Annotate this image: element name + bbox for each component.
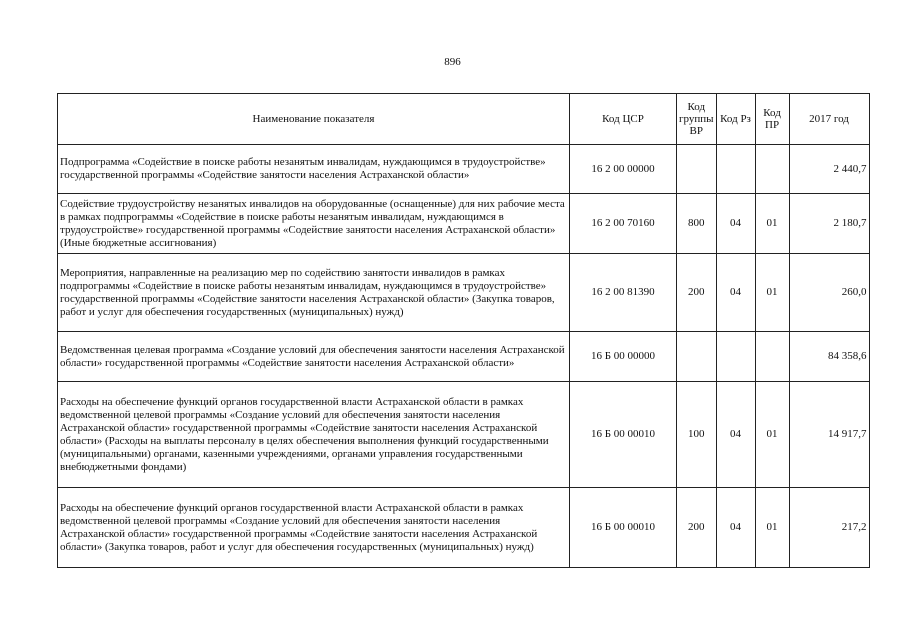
row-vr: 100 — [677, 382, 717, 488]
row-rz: 04 — [716, 194, 755, 254]
row-pr: 01 — [755, 382, 789, 488]
row-csr: 16 Б 00 00010 — [570, 382, 677, 488]
row-amount: 2 180,7 — [789, 194, 869, 254]
row-amount: 14 917,7 — [789, 382, 869, 488]
table-row — [58, 194, 870, 254]
row-csr: 16 2 00 70160 — [570, 194, 677, 254]
row-name: Содействие трудоустройству незанятых инвалидов на оборудованные (оснащенные) для них рабочие места в рамках подпрограммы «Содействие в поиске работы незанятым инвалидам, нуждающимся в трудоустройстве» государственной программы «Содействие занятости населения Астраханской области» (Иные бюджетные ассигнования) — [58, 194, 570, 254]
row-vr: 800 — [677, 194, 717, 254]
row-rz — [716, 145, 755, 194]
table-row — [58, 488, 870, 568]
header-csr: Код ЦСР — [570, 94, 677, 145]
row-csr: 16 Б 00 00010 — [570, 488, 677, 568]
row-vr — [677, 332, 717, 382]
table-row — [58, 145, 870, 194]
row-rz: 04 — [716, 382, 755, 488]
page-number: 896 — [444, 56, 461, 68]
row-pr — [755, 332, 789, 382]
row-amount: 2 440,7 — [789, 145, 869, 194]
row-name: Мероприятия, направленные на реализацию мер по содействию занятости инвалидов в рамках подпрограммы «Содействие в поиске работы незанятым инвалидам, нуждающимся в трудоустройстве» государственной программы «Содействие занятости населения Астраханской области» (Закупка товаров, работ и услуг для обеспечения государственных (муниципальных) нужд) — [58, 254, 570, 332]
row-name: Расходы на обеспечение функций органов государственной власти Астраханской области в рамках ведомственной целевой программы «Создание условий для обеспечения занятости населения Астраханской области» государственной программы «Содействие занятости населения Астраханской области» (Расходы на выплаты персоналу в целях обеспечения выполнения функций государственными (муниципальными) органами, казенными учреждениями, органами управления государственными внебюджетными фондами) — [58, 382, 570, 488]
row-amount: 260,0 — [789, 254, 869, 332]
header-name: Наименование показателя — [58, 94, 570, 145]
row-pr: 01 — [755, 488, 789, 568]
row-vr: 200 — [677, 488, 717, 568]
row-pr: 01 — [755, 194, 789, 254]
row-pr: 01 — [755, 254, 789, 332]
table-header-row — [58, 94, 870, 145]
table-row — [58, 332, 870, 382]
row-csr: 16 Б 00 00000 — [570, 332, 677, 382]
row-amount: 217,2 — [789, 488, 869, 568]
row-rz: 04 — [716, 254, 755, 332]
row-vr — [677, 145, 717, 194]
row-name: Подпрограмма «Содействие в поиске работы незанятым инвалидам, нуждающимся в трудоустройстве» государственной программы «Содействие занятости населения Астраханской области» — [58, 145, 570, 194]
row-amount: 84 358,6 — [789, 332, 869, 382]
header-amount: 2017 год — [789, 94, 869, 145]
row-pr — [755, 145, 789, 194]
table-row — [58, 382, 870, 488]
row-rz: 04 — [716, 488, 755, 568]
budget-table — [57, 93, 870, 568]
row-csr: 16 2 00 81390 — [570, 254, 677, 332]
row-csr: 16 2 00 00000 — [570, 145, 677, 194]
row-name: Расходы на обеспечение функций органов государственной власти Астраханской области в рамках ведомственной целевой программы «Создание условий для обеспечения занятости населения Астраханской области» государственной программы «Содействие занятости населения Астраханской области» (Закупка товаров, работ и услуг для обеспечения государственных (муниципальных) нужд) — [58, 488, 570, 568]
header-vr: Код группы ВР — [677, 94, 717, 145]
row-name: Ведомственная целевая программа «Создание условий для обеспечения занятости населения Астраханской области» государственной программы «Содействие занятости населения Астраханской области» — [58, 332, 570, 382]
table-row — [58, 254, 870, 332]
row-rz — [716, 332, 755, 382]
row-vr: 200 — [677, 254, 717, 332]
header-pr: Код ПР — [755, 94, 789, 145]
header-rz: Код Рз — [716, 94, 755, 145]
